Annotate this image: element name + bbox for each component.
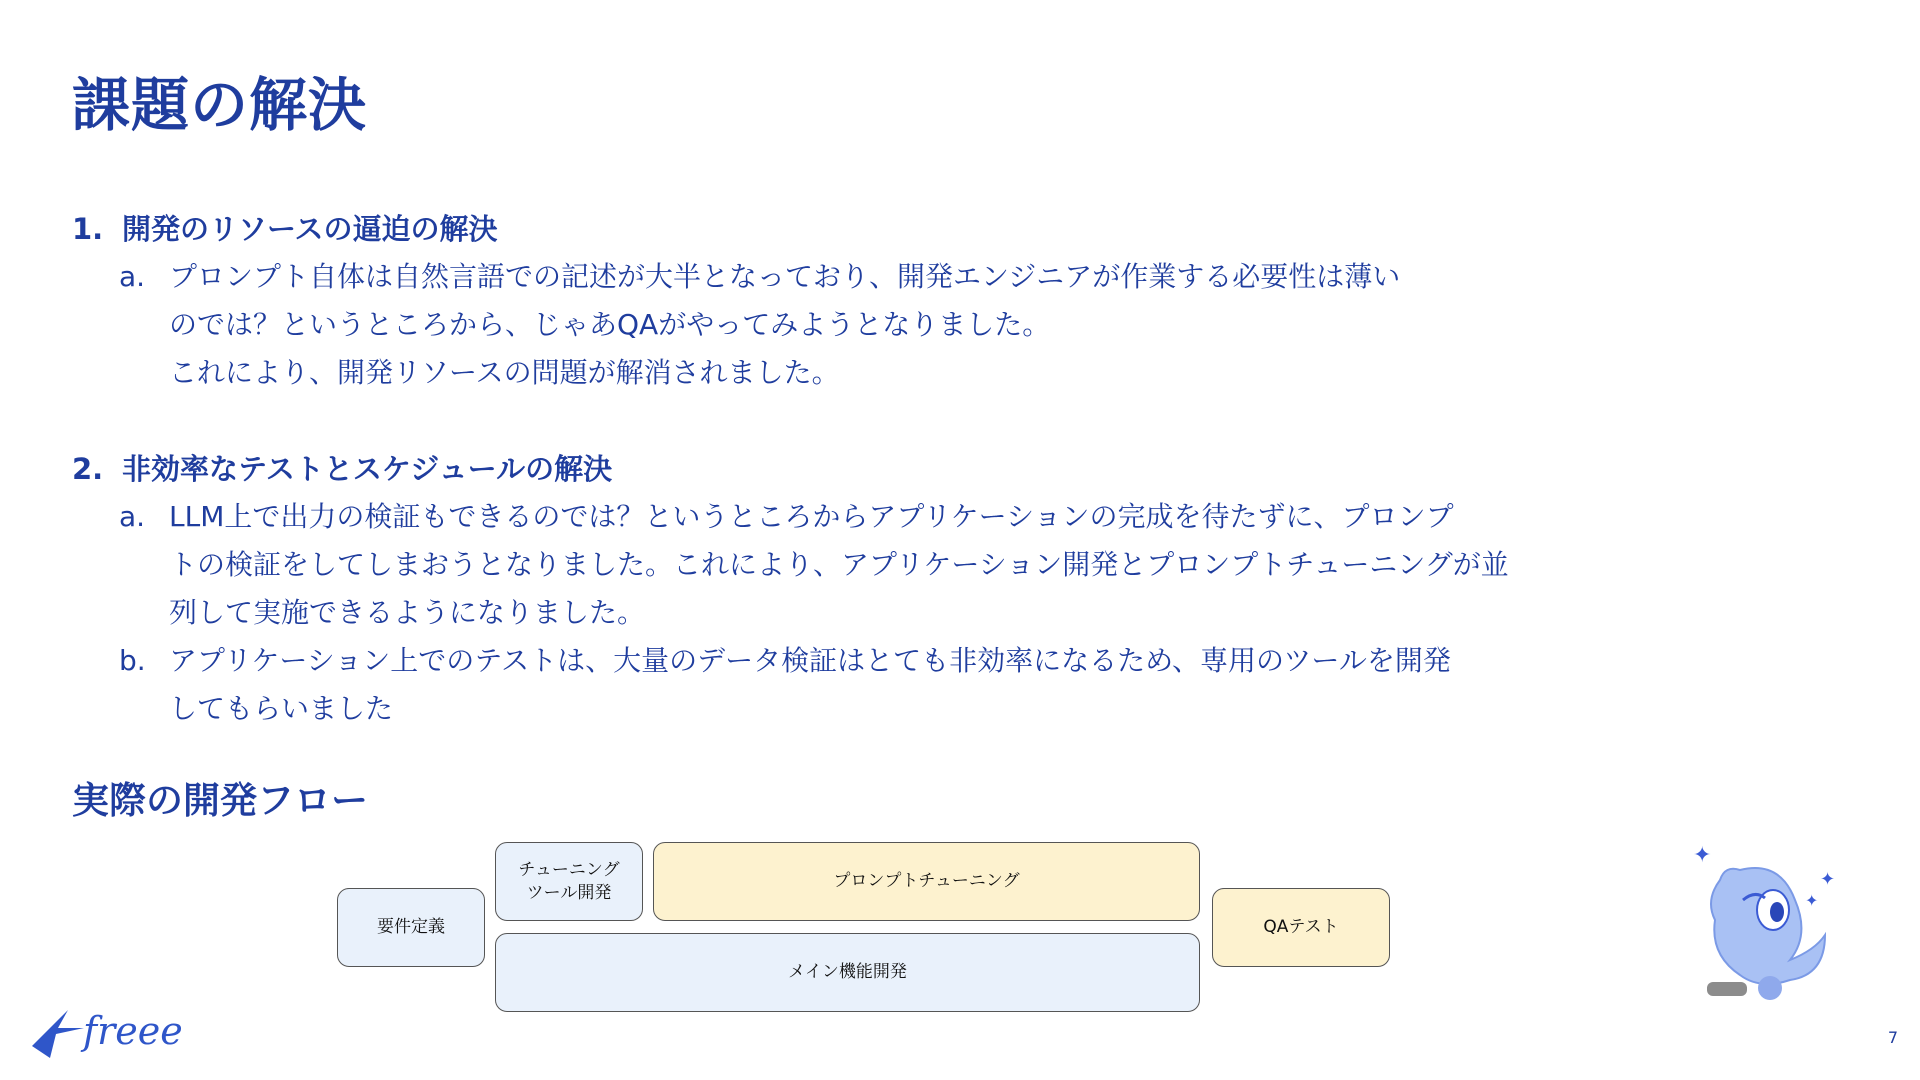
section-2-item-a: [72, 493, 1552, 637]
item-line: プロンプト自体は自然言語での記述が大半となっており、開発エンジニアが作業する必要性は薄い: [169, 260, 1401, 293]
item-line: トの検証をしてしまおうとなりました。これにより、アプリケーション開発とプロンプトチューニングが並: [169, 548, 1509, 581]
item-text: [169, 253, 1400, 397]
prompt-tuning-box: プロンプトチューニング: [653, 842, 1200, 921]
item-line: アプリケーション上でのテストは、大量のデータ検証はとても非効率になるため、専用のツールを開発: [169, 644, 1451, 677]
item-line: 列して実施できるようになりました。: [169, 596, 646, 629]
qa-test-box: QAテスト: [1212, 888, 1390, 967]
brand-text: freee: [83, 1009, 183, 1053]
requirements-box: 要件定義: [337, 888, 485, 967]
item-letter: a.: [119, 260, 146, 293]
content-body: [72, 205, 1552, 733]
slide-title: 課題の解決: [72, 71, 368, 139]
item-letter: a.: [119, 500, 146, 533]
sparkle-icon: ✦: [1805, 891, 1819, 910]
mascot-illustration: [1685, 840, 1855, 1014]
item-line: してもらいました: [169, 692, 394, 725]
item-line: のでは？というところから、じゃあQAがやってみようとなりました。: [169, 308, 1051, 341]
flow-title: 実際の開発フロー: [72, 779, 368, 822]
main-dev-box: メイン機能開発: [495, 933, 1200, 1012]
tuning-tool-box: チューニング ツール開発: [495, 842, 643, 921]
item-line: LLM上で出力の検証もできるのでは？というところからアプリケーションの完成を待たずに、プロンプ: [169, 500, 1454, 533]
item-text: [169, 637, 1451, 733]
section-1-title: 開発のリソースの逼迫の解決: [122, 212, 498, 246]
section-1-number: 1.: [72, 212, 104, 246]
item-letter: b.: [119, 644, 146, 677]
section-2-number: 2.: [72, 452, 104, 486]
section-2-heading: [72, 445, 1552, 493]
section-1-item-a: [72, 253, 1552, 397]
section-2-title: 非効率なテストとスケジュールの解決: [122, 452, 613, 486]
item-line: これにより、開発リソースの問題が解消されました。: [169, 356, 840, 389]
page-number: 7: [1887, 1028, 1898, 1047]
section-1-heading: [72, 205, 1552, 253]
section-2-item-b: [72, 637, 1552, 733]
item-text: [169, 493, 1509, 637]
freee-logo: [28, 1002, 198, 1066]
sparkle-icon: ✦: [1693, 843, 1712, 868]
sparkle-icon: ✦: [1820, 869, 1836, 890]
